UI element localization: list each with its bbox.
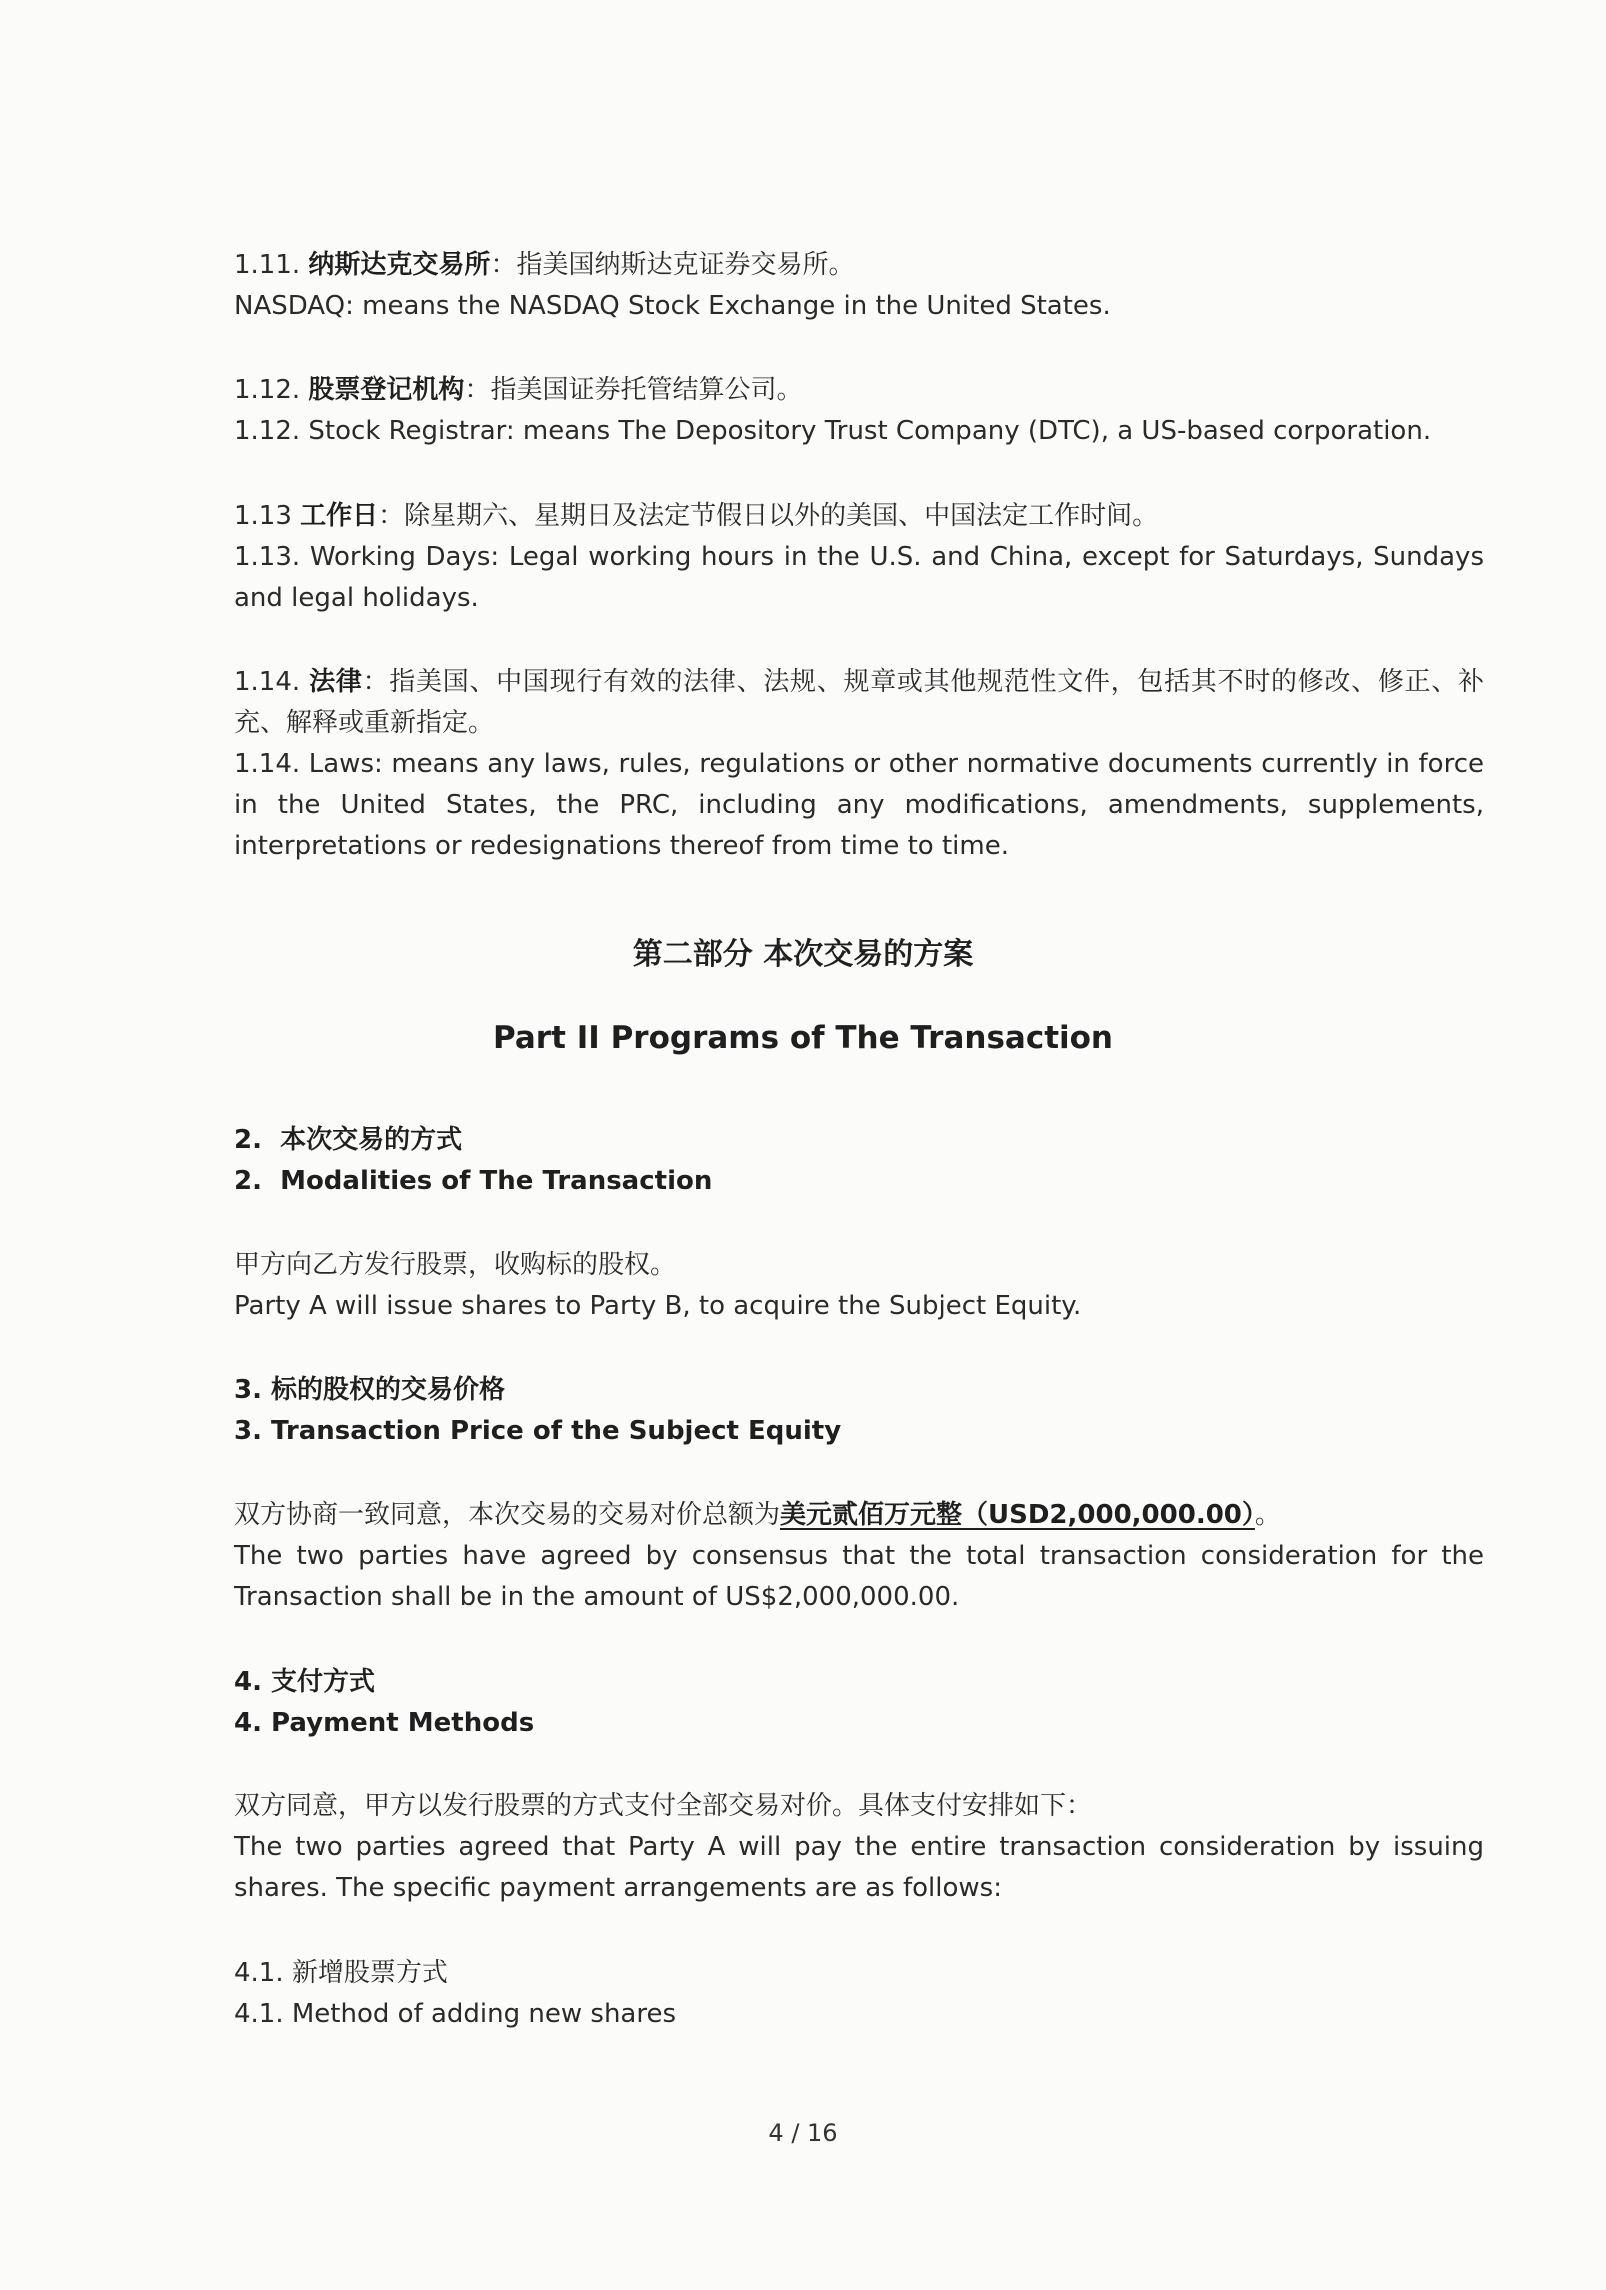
clause-1-13-zh (234, 496, 1484, 537)
section-4-body (234, 1786, 1484, 1909)
clause-1-14-zh (234, 662, 1484, 744)
definition-zh: ：除星期六、星期日及法定节假日以外的美国、中国法定工作时间。 (378, 501, 1159, 531)
price-text-post: 。 (1254, 1500, 1281, 1530)
clause-1-12-en: 1.12. Stock Registrar: means The Depository Trust Company (DTC), a US-based corporation. (234, 416, 1432, 446)
section-body-en: The two parties agreed that Party A will pay the entire transaction consideration by issuing shares. The specific payment arrangements are as follows: (234, 1832, 1484, 1903)
section-body-en: Party A will issue shares to Party B, to acquire the Subject Equity. (234, 1291, 1082, 1321)
section-heading-zh: 3. 标的股权的交易价格 (234, 1375, 506, 1405)
section-body-zh: 双方同意，甲方以发行股票的方式支付全部交易对价。具体支付安排如下： (234, 1791, 1093, 1821)
clause-4-1-zh: 4.1. 新增股票方式 (234, 1958, 448, 1988)
clause-1-14 (234, 662, 1484, 867)
section-3-body (234, 1495, 1484, 1618)
section-heading-en: 2. Modalities of The Transaction (234, 1166, 713, 1196)
clause-1-11 (234, 245, 1484, 327)
clause-number: 1.13 (234, 501, 292, 531)
section-2-heading (234, 1120, 1484, 1202)
clause-number: 1.12. (234, 375, 301, 405)
section-heading-en: 4. Payment Methods (234, 1708, 535, 1738)
clause-1-12-zh (234, 370, 1484, 411)
definition-zh: ：指美国、中国现行有效的法律、法规、规章或其他规范性文件，包括其不时的修改、修正、补充、解释或重新指定。 (234, 667, 1484, 738)
clause-number: 1.14. (234, 667, 301, 697)
clause-1-11-zh (234, 245, 1484, 286)
section-heading-zh: 2. 本次交易的方式 (234, 1125, 463, 1155)
defined-term: 工作日 (300, 501, 379, 531)
section-body-en: The two parties have agreed by consensus that the total transaction consideration for the Transaction shall be in the amount of US$2,000,000.00. (234, 1541, 1484, 1612)
clause-4-1-en: 4.1. Method of adding new shares (234, 1999, 677, 2029)
defined-term: 纳斯达克交易所 (308, 250, 491, 280)
section-heading-zh: 4. 支付方式 (234, 1667, 376, 1697)
section-2-body (234, 1245, 1484, 1327)
section-heading-en: 3. Transaction Price of the Subject Equity (234, 1416, 842, 1446)
clause-4-1 (234, 1953, 1484, 2035)
price-amount: 美元贰佰万元整（USD2,000,000.00） (780, 1500, 1255, 1530)
clause-1-13 (234, 496, 1484, 619)
clause-number: 1.11. (234, 250, 301, 280)
page-number: 4 / 16 (768, 2119, 838, 2147)
clause-1-14-en: 1.14. Laws: means any laws, rules, regulations or other normative documents currently in force in the United States, the PRC, including any modifications, amendments, supplements, interpretations or redesignations thereof from time to time. (234, 749, 1484, 861)
definition-zh: ：指美国证券托管结算公司。 (464, 375, 803, 405)
definition-zh: ：指美国纳斯达克证券交易所。 (490, 250, 855, 280)
clause-1-11-en: NASDAQ: means the NASDAQ Stock Exchange in the United States. (234, 291, 1111, 321)
section-4-heading (234, 1662, 1484, 1744)
defined-term: 法律 (309, 667, 363, 697)
clause-1-13-en: 1.13. Working Days: Legal working hours in the U.S. and China, except for Saturdays, Sundays and legal holidays. (234, 542, 1484, 613)
part-title-zh: 第二部分 本次交易的方案 (632, 937, 974, 972)
defined-term: 股票登记机构 (308, 375, 465, 405)
part-title-en: Part II Programs of The Transaction (493, 1020, 1113, 1056)
section-body-zh (234, 1495, 1484, 1536)
section-3-heading (234, 1370, 1484, 1452)
clause-1-12 (234, 370, 1484, 452)
price-text-pre: 双方协商一致同意，本次交易的交易对价总额为 (234, 1500, 781, 1530)
section-body-zh: 甲方向乙方发行股票，收购标的股权。 (234, 1250, 677, 1280)
